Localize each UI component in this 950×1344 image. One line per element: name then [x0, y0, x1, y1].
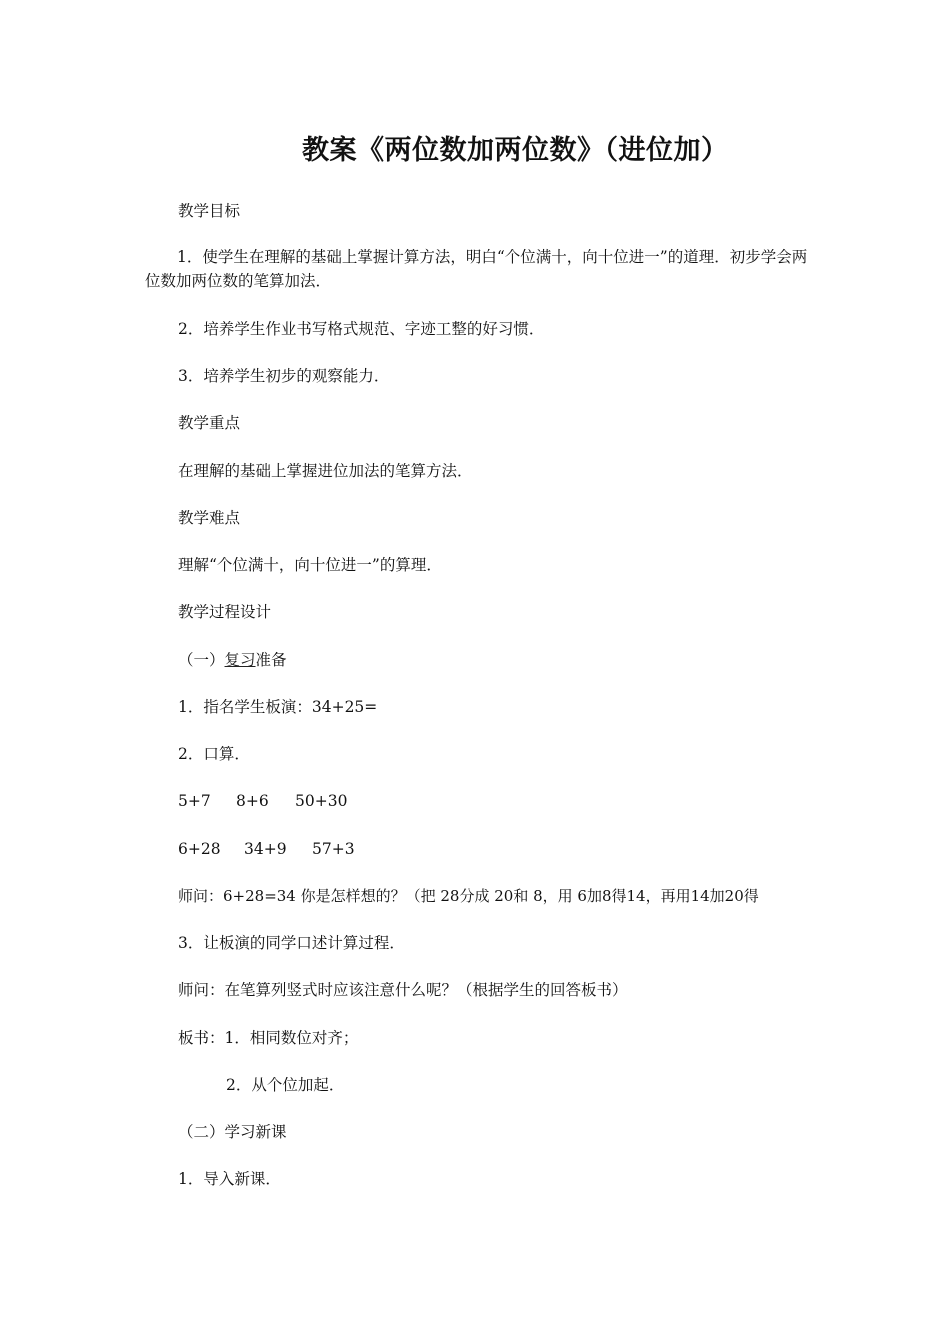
teacher-question-2: 师问：在笔算列竖式时应该注意什么呢？（根据学生的回答板书）: [178, 981, 628, 999]
oral-item: 6+28: [178, 840, 221, 858]
board-item-2: 2．从个位加起．: [226, 1076, 345, 1094]
key-text: 在理解的基础上掌握进位加法的笔算方法．: [178, 462, 473, 480]
step-1-text: 1．指名学生板演：34+25=: [178, 698, 378, 716]
review-link[interactable]: 复习: [224, 651, 256, 669]
difficulty-text: 理解“个位满十，向十位进一”的算理．: [178, 556, 442, 574]
goal-3-text: 3．培养学生初步的观察能力．: [178, 367, 390, 385]
review-prefix: （一）: [178, 651, 225, 669]
oral-item: 57+3: [312, 840, 355, 858]
oral-row-1: [178, 789, 347, 813]
step-2-text: 2．口算．: [178, 745, 250, 763]
key-heading: 教学重点: [178, 414, 241, 432]
document-title: 教案《两位数加两位数》（进位加）: [302, 135, 729, 166]
oral-row-2: [178, 837, 355, 861]
goal-1-paragraph: 1．使学生在理解的基础上掌握计算方法，明白“个位满十，向十位进一”的道理．初步学会两位数加两位数的笔算加法．: [145, 248, 808, 290]
review-suffix: 准备: [255, 651, 287, 669]
board-item-1: 板书：1．相同数位对齐；: [178, 1029, 359, 1047]
teacher-question-1: 师问：6+28=34 你是怎样想的？（把 28分成 20和 8，用 6加8得14，再用14加20得: [178, 887, 759, 905]
process-heading: 教学过程设计: [178, 603, 272, 621]
new-lesson-heading: （二）学习新课: [178, 1123, 287, 1141]
goals-heading: 教学目标: [178, 202, 241, 220]
step-3-text: 3．让板演的同学口述计算过程．: [178, 934, 405, 952]
oral-item: 34+9: [244, 840, 287, 858]
oral-item: 5+7: [178, 792, 211, 810]
new-step-1-text: 1．导入新课．: [178, 1170, 281, 1188]
oral-item: 50+30: [295, 792, 348, 810]
difficulty-heading: 教学难点: [178, 509, 241, 527]
review-heading: [178, 648, 287, 672]
oral-item: 8+6: [236, 792, 269, 810]
goal-2-text: 2．培养学生作业书写格式规范、字迹工整的好习惯．: [178, 320, 545, 338]
